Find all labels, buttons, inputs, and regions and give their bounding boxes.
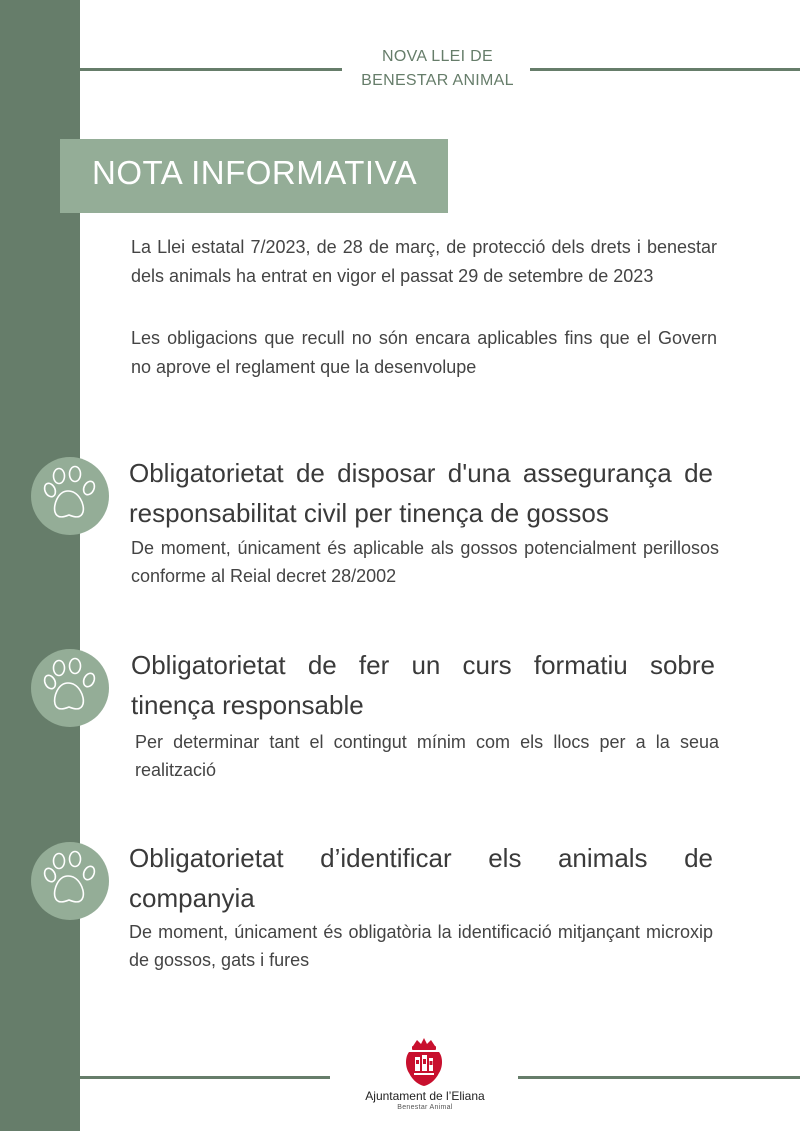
section-body-2: Per determinar tant el contingut mínim com els llocs per a la seua realització: [135, 732, 719, 780]
intro-paragraph-2: Les obligacions que recull no són encara aplicables fins que el Govern no aprove el reglament que la desenvolupe: [131, 328, 717, 377]
header-rule-left: [80, 68, 342, 71]
paw-icon: [31, 457, 109, 535]
intro-paragraph-1: La Llei estatal 7/2023, de 28 de març, de protecció dels drets i benestar dels animals ha entrat en vigor el passat 29 de setembre de 2023: [131, 237, 717, 286]
crest-icon: [403, 1037, 445, 1087]
footer-department: Benestar Animal: [397, 1104, 453, 1111]
footer-rule-left: [80, 1076, 330, 1079]
section-body-3: De moment, únicament és obligatòria la identificació mitjançant microxip de gossos, gats i fures: [129, 922, 713, 970]
footer-organization-name: Ajuntament de l’Eliana: [365, 1089, 485, 1103]
section-heading-2: Obligatorietat de fer un curs formatiu sobre tinença responsable: [131, 650, 715, 720]
section-heading-1: Obligatorietat de disposar d'una assegurança de responsabilitat civil per tinença de gossos: [129, 458, 713, 528]
paw-icon: [31, 842, 109, 920]
footer-rule-right: [518, 1076, 800, 1079]
paw-icon: [31, 649, 109, 727]
section-heading-3: Obligatorietat d’identificar els animals de companyia: [129, 843, 713, 913]
header-rule-right: [530, 68, 800, 71]
page-title: NOTA INFORMATIVA: [60, 139, 448, 213]
header-line-1: NOVA LLEI DE: [382, 48, 493, 65]
header-title: [340, 45, 535, 93]
section-body-1: De moment, únicament és aplicable als gossos potencialment perillosos conforme al Reial decret 28/2002: [131, 538, 719, 586]
header-line-2: BENESTAR ANIMAL: [361, 72, 514, 89]
